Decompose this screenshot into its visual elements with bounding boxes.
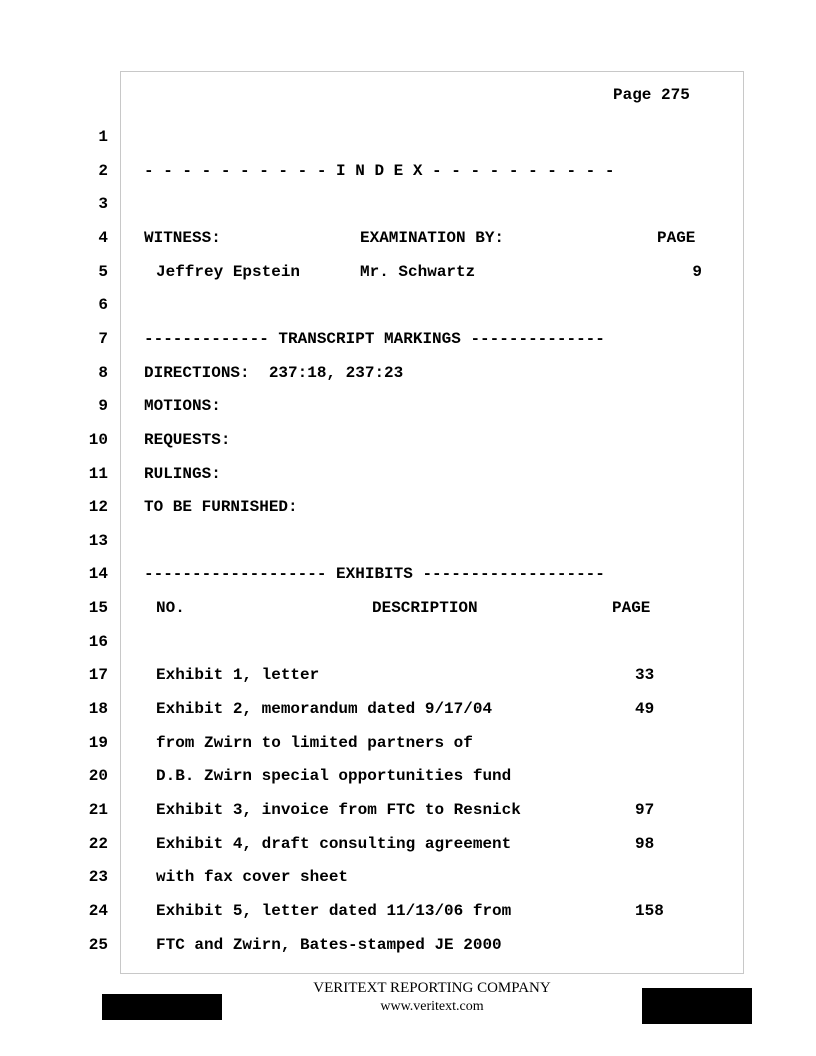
transcript-line <box>0 329 816 349</box>
transcript-line <box>0 363 816 383</box>
transcript-line <box>0 834 816 854</box>
line-text: - - - - - - - - - - I N D E X - - - - - - - - - - <box>144 161 615 180</box>
line-number: 23 <box>88 868 108 887</box>
transcript-line <box>0 665 816 685</box>
line-number: 3 <box>98 195 108 214</box>
line-number: 5 <box>98 262 108 281</box>
line-number: 8 <box>98 363 108 382</box>
transcript-line <box>0 867 816 887</box>
line-text: 33 <box>635 666 655 685</box>
line-text: DESCRIPTION <box>372 599 478 618</box>
line-number: 25 <box>88 935 108 954</box>
line-text: Exhibit 3, invoice from FTC to Resnick <box>156 801 521 819</box>
line-number: 11 <box>88 464 108 483</box>
line-number: 22 <box>88 834 108 853</box>
line-number: 12 <box>88 498 108 517</box>
transcript-line <box>0 228 816 248</box>
line-text: Mr. Schwartz <box>360 262 476 281</box>
line-text: EXAMINATION BY: <box>360 228 505 247</box>
line-number: 4 <box>98 228 108 247</box>
line-number: 19 <box>88 733 108 752</box>
transcript-line <box>0 935 816 955</box>
line-text: ------------------- EXHIBITS ------------------- <box>144 565 605 584</box>
transcript-line <box>0 564 816 584</box>
line-number: 13 <box>88 531 108 550</box>
line-text: Exhibit 2, memorandum dated 9/17/04 <box>156 700 493 719</box>
transcript-line <box>0 733 816 753</box>
page-number: Page 275 <box>613 86 690 104</box>
transcript-line <box>0 127 816 147</box>
transcript-line <box>0 464 816 484</box>
line-number: 15 <box>88 599 108 618</box>
line-number: 20 <box>88 767 108 786</box>
line-text: ------------- TRANSCRIPT MARKINGS -------------- <box>144 329 605 348</box>
line-text: Exhibit 5, letter dated 11/13/06 from <box>156 901 512 920</box>
line-text: RULINGS: <box>144 464 221 483</box>
line-text: with fax cover sheet <box>156 868 349 887</box>
line-number: 18 <box>88 700 108 719</box>
line-text: MOTIONS: <box>144 397 221 416</box>
line-text: D.B. Zwirn special opportunities fund <box>156 767 512 786</box>
line-text: TO BE FURNISHED: <box>144 498 298 517</box>
footer-company: VERITEXT REPORTING COMPANY <box>313 980 551 996</box>
line-number: 1 <box>98 128 108 146</box>
line-text: REQUESTS: <box>144 430 231 449</box>
line-number: 2 <box>98 161 108 180</box>
line-number: 16 <box>88 632 108 651</box>
transcript-line <box>0 295 816 315</box>
line-text: 97 <box>635 801 655 819</box>
line-text: 9 <box>692 262 702 281</box>
line-number: 6 <box>98 296 108 315</box>
line-number: 7 <box>98 329 108 348</box>
line-number: 14 <box>88 565 108 584</box>
redaction-box-right <box>642 988 752 1024</box>
redaction-box-left <box>102 994 222 1020</box>
line-number: 17 <box>88 666 108 685</box>
line-text: PAGE <box>612 599 651 618</box>
line-text: FTC and Zwirn, Bates-stamped JE 2000 <box>156 935 502 954</box>
line-text: Exhibit 4, draft consulting agreement <box>156 834 512 853</box>
transcript-line <box>0 901 816 921</box>
line-text: 158 <box>635 901 664 920</box>
line-number: 9 <box>98 397 108 416</box>
transcript-line <box>0 430 816 450</box>
line-text: 98 <box>635 834 655 853</box>
line-text: NO. <box>156 599 185 618</box>
transcript-line <box>0 800 816 820</box>
transcript-line <box>0 194 816 214</box>
line-number: 10 <box>88 430 108 449</box>
transcript-line <box>0 598 816 618</box>
line-text: Exhibit 1, letter <box>156 666 320 685</box>
line-text: Jeffrey Epstein <box>156 262 301 281</box>
transcript-line <box>0 262 816 282</box>
line-number: 21 <box>88 801 108 819</box>
transcript-line <box>0 497 816 517</box>
transcript-line <box>0 699 816 719</box>
line-text: 49 <box>635 700 655 719</box>
line-text: WITNESS: <box>144 228 221 247</box>
transcript-line <box>0 632 816 652</box>
footer-url: www.veritext.com <box>380 999 484 1014</box>
line-number: 24 <box>88 901 108 920</box>
transcript-line <box>0 766 816 786</box>
transcript-line <box>0 161 816 181</box>
line-text: DIRECTIONS: 237:18, 237:23 <box>144 363 404 382</box>
transcript-line <box>0 531 816 551</box>
transcript-line <box>0 396 816 416</box>
line-text: PAGE <box>657 228 696 247</box>
line-text: from Zwirn to limited partners of <box>156 733 473 752</box>
